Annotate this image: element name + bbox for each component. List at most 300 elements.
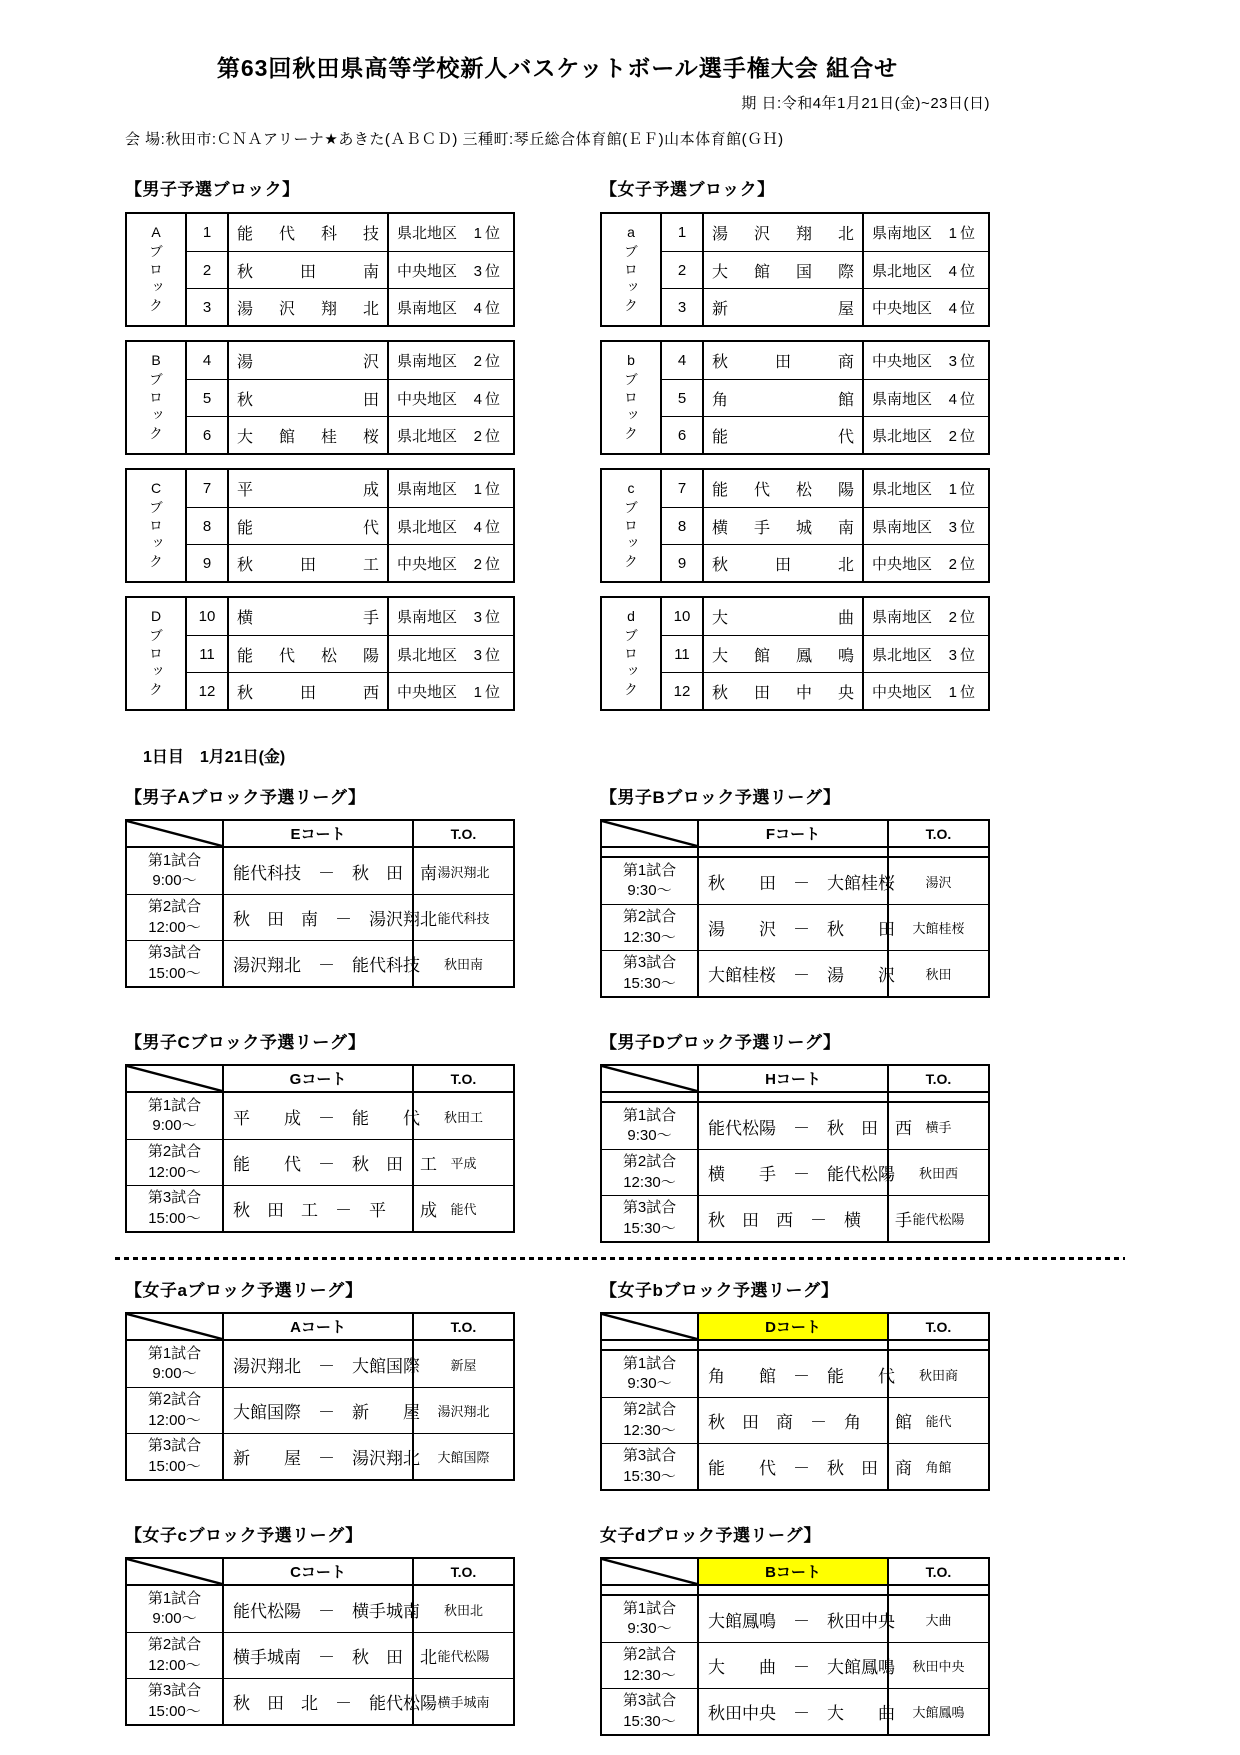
seed-number: 8	[187, 508, 229, 544]
match-teams-cell: 秋 田 － 大館桂桜	[699, 858, 889, 904]
school-name-cell: 秋田西	[229, 673, 389, 709]
league-table	[125, 1557, 515, 1726]
league-match-row	[127, 1185, 513, 1231]
school-name-cell: 大館桂桜	[229, 417, 389, 453]
district-cell	[864, 636, 988, 672]
school-name-cell: 能代	[704, 417, 864, 453]
seed-number: 4	[187, 342, 229, 379]
match-time-cell	[127, 941, 224, 986]
league-match-row	[127, 848, 513, 894]
match-time: 12:30～	[623, 1666, 676, 1684]
match-time-cell	[602, 1596, 699, 1642]
match-to: 秋田	[925, 967, 952, 982]
court-header: Fコート	[699, 821, 889, 846]
league-match-row	[127, 1139, 513, 1185]
block-row	[662, 251, 988, 288]
league-title: 女子dブロック予選リーグ】	[600, 1526, 822, 1545]
league-header-row	[602, 821, 988, 848]
court-header: Cコート	[224, 1559, 414, 1584]
block-row	[662, 379, 988, 416]
district: 中央地区	[397, 683, 458, 701]
match-slot: 第2試合	[147, 1636, 202, 1654]
match-to: 湯沢翔北	[437, 864, 490, 880]
women-block-d-table	[600, 596, 990, 711]
district: 中央地区	[397, 555, 458, 573]
block-row	[662, 470, 988, 507]
match-time: 12:30～	[623, 928, 676, 946]
match-slot: 第2試合	[622, 1401, 677, 1419]
seed-number: 1	[662, 214, 704, 251]
block-label: dブロック	[602, 598, 662, 709]
match-slot: 第2試合	[147, 1391, 202, 1409]
league-match-row	[127, 1341, 513, 1387]
school-name-cell: 湯沢翔北	[704, 214, 864, 251]
match-to: 横手城南	[437, 1695, 490, 1710]
league-match-row	[127, 1093, 513, 1139]
league-row-2	[125, 1028, 990, 1243]
match-time: 9:30～	[627, 1127, 672, 1144]
rank: 2位	[948, 555, 978, 573]
league-header-row	[127, 821, 513, 848]
league-table	[600, 819, 990, 998]
diagonal-line	[602, 1066, 697, 1091]
match-time-cell	[602, 951, 699, 996]
seed-number: 4	[662, 342, 704, 379]
block-rows	[662, 470, 988, 581]
block-row	[187, 470, 513, 507]
match-slot: 第3試合	[622, 1447, 677, 1465]
district: 中央地区	[872, 683, 933, 701]
match-time-cell	[602, 1103, 699, 1149]
women-prelim-heading: 【女子予選ブロック】	[600, 180, 775, 199]
district-cell	[864, 545, 988, 581]
league-match-row	[602, 1195, 988, 1241]
district-cell	[864, 470, 988, 507]
match-slot: 第1試合	[622, 1106, 677, 1124]
match-teams-cell: 横 手 － 能代松陽	[699, 1150, 889, 1195]
men-prelim-column	[125, 175, 515, 724]
league-match-row	[602, 904, 988, 950]
league-title: 【女子aブロック予選リーグ】	[125, 1281, 363, 1300]
women-block-b-table	[600, 340, 990, 455]
match-slot: 第3試合	[622, 1199, 677, 1217]
diagonal-cell	[127, 1066, 224, 1091]
match-to: 秋田工	[443, 1109, 483, 1125]
block-row	[662, 635, 988, 672]
block-label: bブロック	[602, 342, 662, 453]
match-time: 12:30～	[623, 1421, 676, 1439]
court-header-highlighted: Dコート	[699, 1314, 889, 1339]
block-rows	[662, 598, 988, 709]
men-prelim-heading: 【男子予選ブロック】	[125, 180, 300, 199]
match-to: 湯沢	[925, 874, 952, 890]
seed-number: 3	[662, 289, 704, 325]
district: 県北地区	[397, 518, 458, 536]
school-name-cell: 能代松陽	[229, 636, 389, 672]
block-row	[662, 544, 988, 581]
rank: 4位	[948, 299, 978, 317]
to-header: T.O.	[925, 825, 952, 842]
league-title: 【女子cブロック予選リーグ】	[125, 1526, 363, 1545]
match-slot: 第1試合	[147, 1096, 202, 1114]
match-slot: 第2試合	[147, 898, 202, 916]
district: 中央地区	[397, 390, 458, 408]
match-slot: 第1試合	[622, 1599, 677, 1617]
diagonal-cell	[602, 1559, 699, 1584]
league-body	[602, 858, 988, 996]
match-teams-cell: 大館桂桜 － 湯 沢	[699, 951, 889, 996]
district-cell	[389, 252, 513, 288]
block-rows	[662, 342, 988, 453]
match-teams-cell: 平 成 － 能 代	[224, 1093, 414, 1139]
match-time: 9:00～	[152, 872, 197, 889]
to-header: T.O.	[925, 1563, 952, 1580]
match-time: 15:00～	[148, 964, 201, 982]
school-name-cell: 新屋	[704, 289, 864, 325]
match-time-cell	[602, 905, 699, 950]
match-time-cell	[602, 1643, 699, 1688]
league-row-4	[125, 1521, 990, 1736]
match-time-cell	[127, 1434, 224, 1479]
district: 中央地区	[872, 555, 933, 573]
block-row	[187, 598, 513, 635]
district: 県北地区	[872, 262, 933, 280]
district: 県南地区	[872, 225, 933, 242]
match-teams-cell: 湯沢翔北 － 大館国際	[224, 1341, 414, 1387]
match-time: 15:00～	[148, 1702, 201, 1720]
match-time-cell	[602, 1689, 699, 1734]
match-to: 大館桂桜	[912, 921, 965, 936]
league-women-a	[125, 1276, 515, 1491]
to-header: T.O.	[450, 1563, 477, 1580]
men-block-a-table	[125, 212, 515, 327]
seed-number: 11	[662, 636, 704, 672]
match-time: 9:30～	[627, 1620, 672, 1637]
league-header-row	[127, 1559, 513, 1586]
match-time-cell	[602, 1150, 699, 1195]
school-name-cell: 秋田南	[229, 252, 389, 288]
match-teams-cell: 湯 沢 － 秋 田	[699, 905, 889, 950]
court-header: Eコート	[224, 821, 414, 846]
seed-number: 6	[662, 417, 704, 453]
league-women-d	[600, 1521, 990, 1736]
rank: 1位	[948, 683, 978, 701]
diagonal-cell	[127, 1559, 224, 1584]
court-header: Gコート	[224, 1066, 414, 1091]
court-header: Aコート	[224, 1314, 414, 1339]
block-label: cブロック	[602, 470, 662, 581]
seed-number: 6	[187, 417, 229, 453]
match-teams-cell: 湯沢翔北 － 能代科技	[224, 941, 414, 986]
match-teams-cell: 新 屋 － 湯沢翔北	[224, 1434, 414, 1479]
dotted-separator	[115, 1257, 1125, 1260]
rank: 3位	[948, 646, 978, 664]
block-rows	[187, 470, 513, 581]
rank: 3位	[948, 353, 978, 370]
rank: 3位	[473, 609, 503, 626]
block-label: Aブロック	[127, 214, 187, 325]
league-title: 【男子Dブロック予選リーグ】	[600, 1033, 841, 1052]
seed-number: 5	[662, 380, 704, 416]
match-to: 秋田西	[918, 1166, 958, 1181]
district-cell	[389, 380, 513, 416]
block-label: Bブロック	[127, 342, 187, 453]
to-header: T.O.	[450, 1318, 477, 1335]
match-teams-cell: 秋 田 南 － 湯沢翔北	[224, 895, 414, 940]
match-slot: 第2試合	[622, 1153, 677, 1171]
diagonal-cell	[602, 1066, 699, 1091]
block-row	[187, 672, 513, 709]
match-time: 15:30～	[623, 1219, 676, 1237]
rank: 4位	[473, 299, 503, 317]
district-cell	[864, 289, 988, 325]
diagonal-cell	[127, 821, 224, 846]
block-rows	[187, 214, 513, 325]
league-header-row	[127, 1066, 513, 1093]
match-teams-cell: 角 館 － 能 代	[699, 1351, 889, 1397]
match-to: 平成	[450, 1156, 477, 1171]
match-teams-cell: 能代科技 － 秋 田 南	[224, 848, 414, 894]
district-cell	[864, 252, 988, 288]
league-match-row	[602, 1443, 988, 1489]
court-header-highlighted: Bコート	[699, 1559, 889, 1584]
school-name-cell: 横手城南	[704, 508, 864, 544]
league-row-3	[125, 1276, 990, 1491]
district-cell	[864, 673, 988, 709]
rank: 2位	[948, 427, 978, 445]
match-to: 秋田南	[443, 957, 483, 972]
district: 県南地区	[872, 390, 933, 408]
seed-number: 7	[187, 470, 229, 507]
rank: 2位	[473, 353, 503, 370]
match-time-cell	[602, 1351, 699, 1397]
block-row	[662, 507, 988, 544]
block-row	[662, 598, 988, 635]
match-teams-cell: 能 代 － 秋 田 工	[224, 1140, 414, 1185]
diagonal-line	[127, 1066, 222, 1091]
school-name-cell: 角館	[704, 380, 864, 416]
district-cell	[389, 673, 513, 709]
match-teams-cell: 能代松陽 － 横手城南	[224, 1586, 414, 1632]
match-slot: 第3試合	[147, 1682, 202, 1700]
school-name-cell: 横手	[229, 598, 389, 635]
match-teams-cell: 能代松陽 － 秋 田 西	[699, 1103, 889, 1149]
district: 県南地区	[872, 518, 933, 536]
match-to: 大館国際	[437, 1450, 490, 1465]
block-row	[662, 672, 988, 709]
match-time-cell	[602, 858, 699, 904]
district: 中央地区	[397, 262, 458, 280]
diagonal-cell	[127, 1314, 224, 1339]
league-table	[125, 1064, 515, 1233]
league-match-row	[127, 1586, 513, 1632]
men-block-c-table	[125, 468, 515, 583]
school-name-cell: 秋田	[229, 380, 389, 416]
rank: 1位	[948, 225, 978, 242]
league-match-row	[602, 1397, 988, 1443]
school-name-cell: 秋田商	[704, 342, 864, 379]
school-name-cell: 能代科技	[229, 214, 389, 251]
match-to: 新屋	[450, 1357, 477, 1373]
match-time: 9:30～	[627, 1375, 672, 1392]
match-time: 12:00～	[148, 1163, 201, 1181]
page-title: 第63回秋田県高等学校新人バスケットボール選手権大会 組合せ	[216, 55, 899, 81]
district-cell	[389, 214, 513, 251]
match-time: 15:00～	[148, 1209, 201, 1227]
league-match-row	[602, 1103, 988, 1149]
league-match-row	[127, 1678, 513, 1724]
league-title: 【男子Aブロック予選リーグ】	[125, 788, 366, 807]
district-cell	[864, 214, 988, 251]
match-teams-cell: 大 曲 － 大館鳳鳴	[699, 1643, 889, 1688]
league-match-row	[127, 1387, 513, 1433]
league-match-row	[127, 940, 513, 986]
district: 中央地区	[872, 353, 933, 370]
match-time: 12:30～	[623, 1173, 676, 1191]
match-time-cell	[127, 1388, 224, 1433]
block-row	[187, 635, 513, 672]
league-table	[125, 1312, 515, 1481]
rank: 4位	[948, 390, 978, 408]
district: 県南地区	[397, 481, 458, 498]
school-name-cell: 能代松陽	[704, 470, 864, 507]
school-name-cell: 湯沢	[229, 342, 389, 379]
seed-number: 9	[187, 545, 229, 581]
block-rows	[187, 342, 513, 453]
league-match-row	[602, 1149, 988, 1195]
match-to: 角館	[925, 1460, 952, 1475]
league-match-row	[602, 1688, 988, 1734]
league-match-row	[127, 894, 513, 940]
match-to: 秋田中央	[912, 1659, 965, 1674]
match-to: 能代科技	[437, 911, 490, 926]
match-time: 12:00～	[148, 1656, 201, 1674]
match-teams-cell: 大館国際 － 新 屋	[224, 1388, 414, 1433]
match-time-cell	[602, 1444, 699, 1489]
district-cell	[864, 380, 988, 416]
match-slot: 第3試合	[147, 1437, 202, 1455]
league-title: 【男子Cブロック予選リーグ】	[125, 1033, 366, 1052]
match-time-cell	[127, 1633, 224, 1678]
school-name-cell: 能代	[229, 508, 389, 544]
match-teams-cell: 横手城南 － 秋 田 北	[224, 1633, 414, 1678]
seed-number: 7	[662, 470, 704, 507]
to-header: T.O.	[450, 1070, 477, 1087]
match-time-cell	[127, 895, 224, 940]
match-slot: 第1試合	[147, 1589, 202, 1607]
rank: 2位	[473, 555, 503, 573]
match-time-cell	[602, 1196, 699, 1241]
match-time: 9:00～	[152, 1365, 197, 1382]
district-cell	[389, 508, 513, 544]
league-body	[127, 1341, 513, 1479]
district: 県北地区	[872, 427, 933, 445]
rank: 2位	[473, 427, 503, 445]
match-time: 15:30～	[623, 1712, 676, 1730]
league-row-1	[125, 783, 990, 998]
match-time: 9:30～	[627, 882, 672, 899]
to-header: T.O.	[925, 1318, 952, 1335]
match-slot: 第1試合	[622, 1354, 677, 1372]
match-to: 湯沢翔北	[437, 1404, 490, 1419]
match-time: 12:00～	[148, 918, 201, 936]
league-title: 【女子bブロック予選リーグ】	[600, 1281, 839, 1300]
school-name-cell: 湯沢翔北	[229, 289, 389, 325]
district: 県南地区	[397, 609, 458, 626]
rank: 1位	[473, 225, 503, 242]
match-slot: 第2試合	[622, 908, 677, 926]
rank: 1位	[473, 683, 503, 701]
diagonal-line	[602, 821, 697, 846]
match-slot: 第2試合	[622, 1646, 677, 1664]
seed-number: 2	[662, 252, 704, 288]
match-time: 15:00～	[148, 1457, 201, 1475]
district-cell	[864, 598, 988, 635]
seed-number: 12	[662, 673, 704, 709]
men-block-d-table	[125, 596, 515, 711]
diagonal-cell	[602, 1314, 699, 1339]
district-cell	[389, 545, 513, 581]
match-time-cell	[127, 1586, 224, 1632]
league-header-row	[127, 1314, 513, 1341]
match-teams-cell: 秋 田 工 － 平 成	[224, 1186, 414, 1231]
match-teams-cell: 秋田中央 － 大 曲	[699, 1689, 889, 1734]
league-men-c	[125, 1028, 515, 1243]
district: 県北地区	[397, 646, 458, 664]
seed-number: 2	[187, 252, 229, 288]
match-slot: 第2試合	[147, 1143, 202, 1161]
preliminary-blocks-section	[125, 175, 990, 724]
match-slot: 第1試合	[147, 1344, 202, 1362]
school-name-cell: 秋田北	[704, 545, 864, 581]
seed-number: 9	[662, 545, 704, 581]
seed-number: 1	[187, 214, 229, 251]
district-cell	[864, 508, 988, 544]
match-to: 大館鳳鳴	[912, 1705, 965, 1720]
district-cell	[389, 289, 513, 325]
block-row	[662, 342, 988, 379]
diagonal-line	[602, 1559, 697, 1584]
district-cell	[864, 342, 988, 379]
district: 県北地区	[397, 427, 458, 445]
match-time: 9:00～	[152, 1117, 197, 1134]
league-body	[602, 1596, 988, 1734]
rank: 4位	[473, 390, 503, 408]
league-table	[125, 819, 515, 988]
district: 県北地区	[872, 481, 933, 498]
league-match-row	[602, 950, 988, 996]
league-women-c	[125, 1521, 515, 1736]
rank: 3位	[948, 518, 978, 536]
block-label: Dブロック	[127, 598, 187, 709]
league-men-b	[600, 783, 990, 998]
school-name-cell: 秋田工	[229, 545, 389, 581]
match-to: 能代松陽	[912, 1212, 965, 1227]
block-row	[662, 416, 988, 453]
district: 県北地区	[397, 225, 458, 242]
block-row	[187, 251, 513, 288]
district: 県南地区	[397, 353, 458, 370]
match-time-cell	[127, 1093, 224, 1139]
match-teams-cell: 秋 田 西 － 横 手	[699, 1196, 889, 1241]
date-line: 期 日:令和4年1月21日(金)~23日(日)	[741, 95, 990, 112]
league-table	[600, 1064, 990, 1243]
women-block-a-table	[600, 212, 990, 327]
district-cell	[389, 636, 513, 672]
district: 県北地区	[872, 646, 933, 664]
block-rows	[187, 598, 513, 709]
match-to: 大曲	[925, 1612, 952, 1628]
